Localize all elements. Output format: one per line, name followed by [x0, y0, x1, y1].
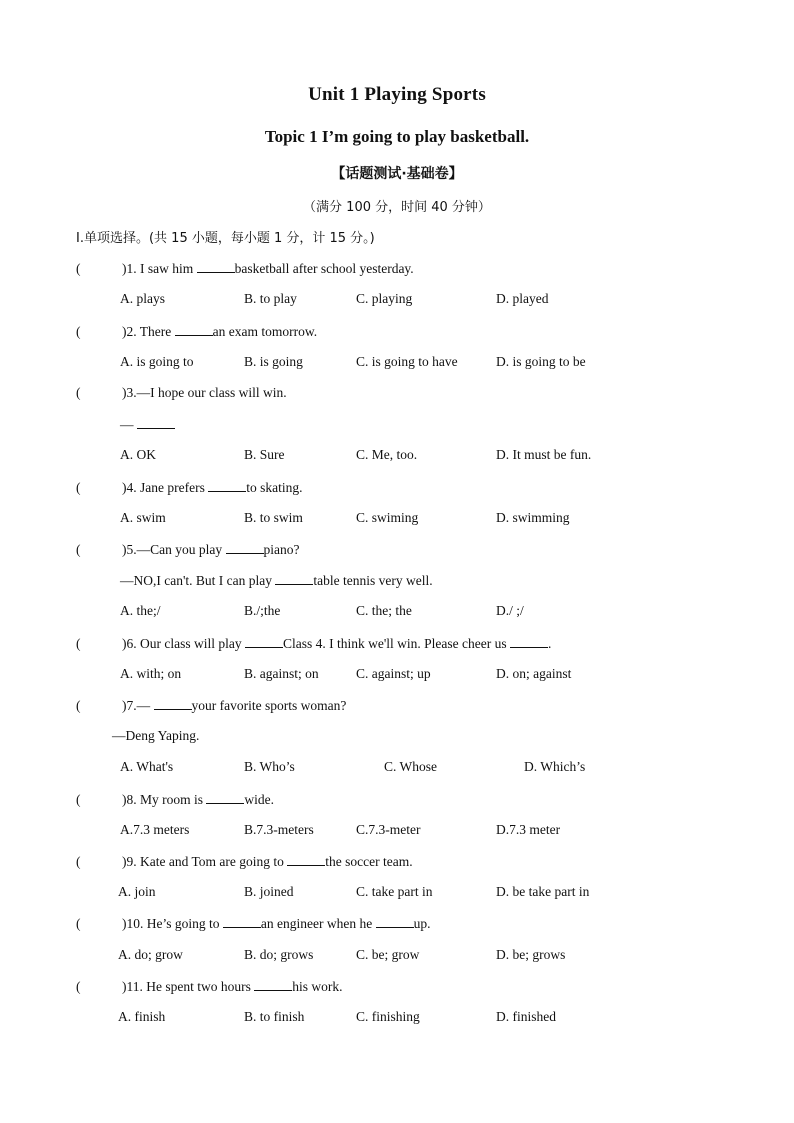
option-c: C. the; the	[356, 603, 412, 618]
option-d: D. finished	[496, 1009, 556, 1024]
answer-paren: (	[76, 916, 81, 931]
question-text: piano?	[263, 542, 300, 557]
question-number: )4.	[122, 480, 137, 495]
option-d: D. on; against	[496, 666, 572, 681]
answer-blank	[197, 260, 235, 273]
answer-paren: (	[76, 698, 81, 713]
topic-subtitle: Topic 1 I’m going to play basketball.	[264, 127, 530, 146]
answer-blank	[208, 479, 246, 492]
answer-paren: (	[76, 979, 81, 994]
question-number: )7.	[122, 698, 137, 713]
question-5	[76, 541, 300, 558]
option-a: A. finish	[118, 1009, 166, 1024]
answer-paren: (	[76, 542, 81, 557]
question-10	[76, 915, 430, 932]
option-c: C. swiming	[356, 510, 419, 525]
question-text: He spent two hours	[142, 979, 255, 994]
question-9	[76, 853, 413, 870]
answer-blank	[287, 853, 325, 866]
question-number: )5.	[122, 542, 137, 557]
option-c: C. Me, too.	[356, 447, 418, 462]
question-11	[76, 978, 343, 995]
option-b: B.7.3-meters	[244, 822, 314, 837]
option-a: A. is going to	[120, 354, 194, 369]
question-number: )1.	[122, 261, 137, 276]
reply-text: table tennis very well.	[313, 573, 433, 588]
option-b: B. against; on	[244, 666, 319, 681]
question-text: My room is	[136, 792, 207, 807]
option-a: A. What's	[120, 759, 174, 774]
option-b: B. to play	[244, 291, 297, 306]
question-text: He’s going to	[143, 916, 223, 931]
question-text: wide.	[244, 792, 275, 807]
answer-blank	[154, 697, 192, 710]
answer-blank	[206, 791, 244, 804]
option-c: C. playing	[356, 291, 413, 306]
option-a: A. OK	[120, 447, 156, 462]
option-d: D. played	[496, 291, 549, 306]
option-d: D. It must be fun.	[496, 447, 592, 462]
answer-paren: (	[76, 261, 81, 276]
dialogue-reply	[120, 416, 175, 433]
answer-blank	[510, 635, 548, 648]
question-text: his work.	[292, 979, 343, 994]
option-a: A. plays	[120, 291, 165, 306]
question-text: .	[548, 636, 552, 651]
question-1	[76, 260, 414, 277]
question-text: There	[136, 324, 175, 339]
question-text: —Can you play	[136, 542, 226, 557]
option-d: D.7.3 meter	[496, 822, 561, 837]
question-6	[76, 635, 551, 652]
answer-blank	[226, 541, 264, 554]
question-text: Our class will play	[136, 636, 245, 651]
answer-blank	[245, 635, 283, 648]
option-c: C. be; grow	[356, 947, 420, 962]
question-number: )2.	[122, 324, 137, 339]
question-3	[76, 385, 287, 401]
unit-title: Unit 1 Playing Sports	[308, 84, 486, 105]
question-4	[76, 479, 302, 496]
option-b: B. is going	[244, 354, 303, 369]
question-text: Kate and Tom are going to	[136, 854, 288, 869]
reply-text: —NO,I can't. But I can play	[120, 573, 276, 588]
option-b: B. Who’s	[244, 759, 295, 774]
question-7	[76, 697, 346, 714]
option-b: B./;the	[244, 603, 281, 618]
question-text: to skating.	[246, 480, 303, 495]
question-number: )3.	[122, 385, 137, 400]
answer-blank	[175, 323, 213, 336]
answer-paren: (	[76, 324, 81, 339]
answer-paren: (	[76, 385, 81, 400]
answer-paren: (	[76, 480, 81, 495]
question-text: up.	[413, 916, 431, 931]
option-a: A. the;/	[120, 603, 161, 618]
reply-dash: —	[120, 417, 137, 432]
option-a: A.7.3 meters	[120, 822, 190, 837]
answer-blank	[376, 915, 414, 928]
question-text: an exam tomorrow.	[212, 324, 318, 339]
option-b: B. joined	[244, 884, 294, 899]
answer-blank	[254, 978, 292, 991]
option-b: B. to swim	[244, 510, 303, 525]
question-text: —	[136, 698, 154, 713]
option-d: D. is going to be	[496, 354, 586, 369]
section-heading: I.单项选择。(共 15 小题，每小题 1 分，计 15 分。)	[76, 231, 375, 246]
option-d: D. be; grows	[496, 947, 566, 962]
option-d: D. be take part in	[496, 884, 590, 899]
option-a: A. swim	[120, 510, 166, 525]
question-text: Jane prefers	[136, 480, 209, 495]
answer-paren: (	[76, 854, 81, 869]
question-text: basketball after school yesterday.	[234, 261, 414, 276]
question-2	[76, 323, 317, 340]
question-text: —I hope our class will win.	[136, 385, 287, 400]
option-c: C. Whose	[384, 759, 437, 774]
option-c: C. is going to have	[356, 354, 458, 369]
score-time-note: （满分 100 分，时间 40 分钟）	[303, 200, 491, 215]
option-b: B. do; grows	[244, 947, 314, 962]
answer-paren: (	[76, 792, 81, 807]
option-d: D. Which’s	[524, 759, 586, 774]
answer-paren: (	[76, 636, 81, 651]
answer-blank	[275, 572, 313, 585]
option-b: B. Sure	[244, 447, 285, 462]
option-c: C. take part in	[356, 884, 433, 899]
option-a: A. do; grow	[118, 947, 183, 962]
option-c: C. finishing	[356, 1009, 420, 1024]
question-number: )6.	[122, 636, 137, 651]
question-number: )11.	[122, 979, 143, 994]
question-text: an engineer when he	[260, 916, 376, 931]
test-type-tag: 【话题测试·基础卷】	[331, 166, 463, 182]
option-a: A. with; on	[120, 666, 182, 681]
dialogue-reply: —Deng Yaping.	[112, 728, 200, 743]
question-text: I saw him	[136, 261, 197, 276]
question-8	[76, 791, 274, 808]
question-number: )8.	[122, 792, 137, 807]
answer-blank	[223, 915, 261, 928]
question-number: )9.	[122, 854, 137, 869]
dialogue-reply	[120, 572, 433, 589]
option-a: A. join	[118, 884, 156, 899]
option-c: C.7.3-meter	[356, 822, 421, 837]
option-b: B. to finish	[244, 1009, 305, 1024]
question-text: Class 4. I think we'll win. Please cheer us	[282, 636, 510, 651]
option-d: D./ ;/	[496, 603, 524, 618]
question-number: )10.	[122, 916, 144, 931]
question-text: the soccer team.	[325, 854, 413, 869]
question-text: your favorite sports woman?	[191, 698, 347, 713]
answer-blank	[137, 416, 175, 429]
option-d: D. swimming	[496, 510, 570, 525]
option-c: C. against; up	[356, 666, 431, 681]
